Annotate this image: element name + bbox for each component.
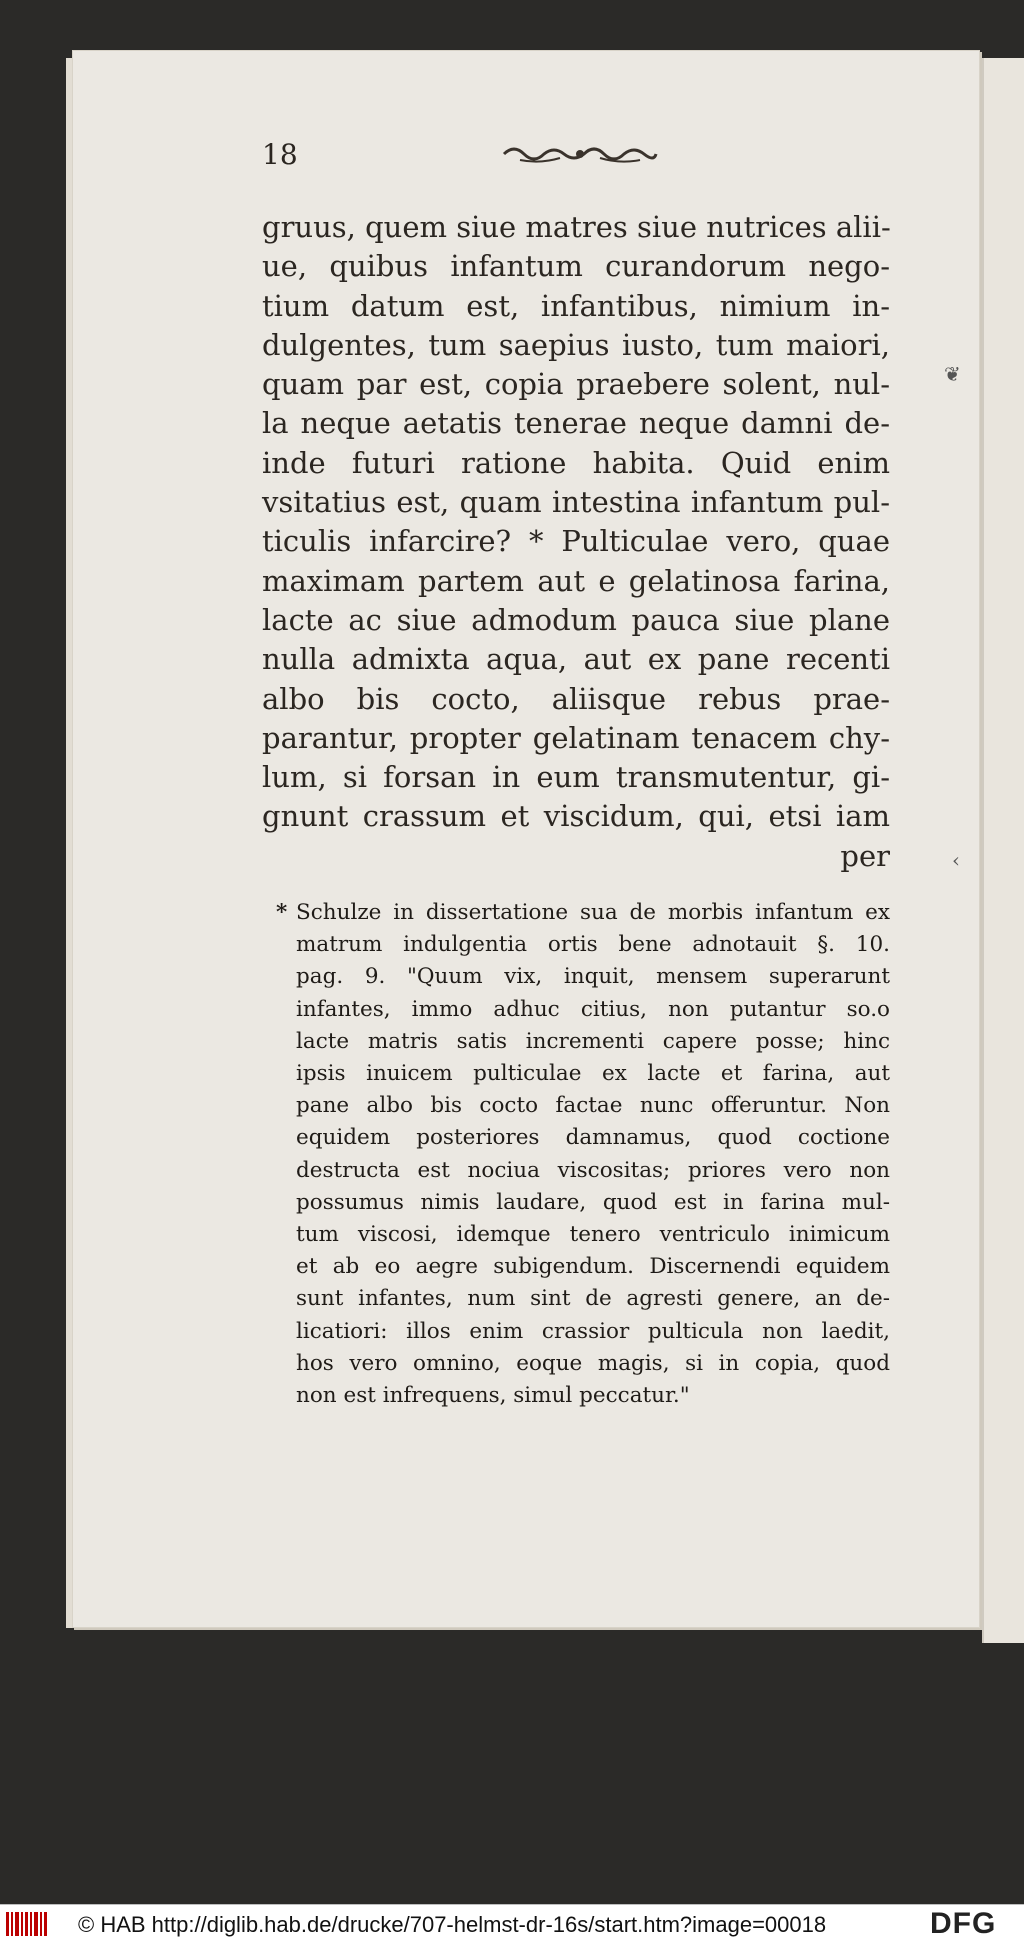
- margin-mark: ❦: [944, 362, 961, 386]
- text-line: lacte ac siue admodum pauca siue plane: [262, 602, 890, 637]
- text-line: per: [840, 838, 890, 873]
- footer-bar: [0, 1904, 1024, 1942]
- text-line: quam par est, copia praebere solent, nul-: [262, 367, 890, 402]
- footnote-line: Schulze in dissertatione sua de morbis infantum ex: [296, 900, 890, 925]
- text-line: maximam partem aut e gelatinosa farina,: [262, 563, 890, 598]
- facing-page-edge: [982, 58, 1024, 1643]
- copyright-link[interactable]: © HAB http://diglib.hab.de/drucke/707-helmst-dr-16s/start.htm?image=00018: [78, 1912, 827, 1937]
- footnote-line: lacte matris satis incrementi capere posse; hinc: [296, 1028, 890, 1054]
- text-line: lum, si forsan in eum transmutentur, gi-: [262, 760, 890, 795]
- footnote-line: sunt infantes, num sint de agresti genere, an de-: [296, 1286, 890, 1312]
- footnote: [276, 897, 890, 1412]
- footnote-line: matrum indulgentia ortis bene adnotauit §. 10.: [296, 932, 890, 958]
- barcode-icon: [6, 1912, 48, 1936]
- text-line: la neque aetatis tenerae neque damni de-: [262, 406, 890, 441]
- page-header: [262, 138, 902, 178]
- footnote-line: et ab eo aegre subigendum. Discernendi equidem: [296, 1254, 890, 1280]
- ornament-icon: [500, 142, 660, 166]
- footnote-line: infantes, immo adhuc citius, non putantur so.o: [296, 996, 890, 1022]
- footnote-line: possumus nimis laudare, quod est in farina mul-: [296, 1189, 890, 1215]
- text-line: albo bis cocto, aliisque rebus prae-: [262, 681, 890, 716]
- footnote-line: equidem posteriores damnamus, quod coctione: [296, 1125, 890, 1151]
- footnote-line: pane albo bis cocto factae nunc offeruntur. Non: [296, 1093, 890, 1119]
- footnote-marker: *: [276, 900, 288, 925]
- footnote-line: pag. 9. "Quum vix, inquit, mensem superarunt: [296, 964, 890, 990]
- text-line: ticulis infarcire? * Pulticulae vero, quae: [262, 524, 890, 559]
- text-line: parantur, propter gelatinam tenacem chy-: [262, 720, 890, 755]
- text-line: ue, quibus infantum curandorum nego-: [262, 249, 890, 284]
- text-line: tium datum est, infantibus, nimium in-: [262, 288, 890, 323]
- text-line: gruus, quem siue matres siue nutrices alii-: [262, 210, 891, 244]
- footnote-line: hos vero omnino, eoque magis, si in copia, quod: [296, 1350, 890, 1376]
- footnote-line: ipsis inuicem pulticulae ex lacte et farina, aut: [296, 1061, 890, 1087]
- footnote-line: non est infrequens, simul peccatur.": [296, 1383, 690, 1409]
- text-line: gnunt crassum et viscidum, qui, etsi iam: [262, 799, 890, 834]
- margin-mark: ‹: [952, 848, 960, 872]
- dfg-logo: DFG: [930, 1907, 997, 1940]
- text-line: vsitatius est, quam intestina infantum pul-: [262, 485, 890, 520]
- text-line: inde futuri ratione habita. Quid enim: [262, 445, 890, 480]
- footnote-line: tum viscosi, idemque tenero ventriculo inimicum: [296, 1222, 890, 1248]
- text-line: dulgentes, tum saepius iusto, tum maiori,: [262, 327, 890, 362]
- page-number: 18: [262, 138, 298, 171]
- footnote-line: destructa est nociua viscositas; priores vero non: [296, 1157, 890, 1183]
- footnote-line: licatiori: illos enim crassior pulticula non laedit,: [296, 1318, 890, 1344]
- main-text: [262, 208, 890, 876]
- text-line: nulla admixta aqua, aut ex pane recenti: [262, 642, 890, 677]
